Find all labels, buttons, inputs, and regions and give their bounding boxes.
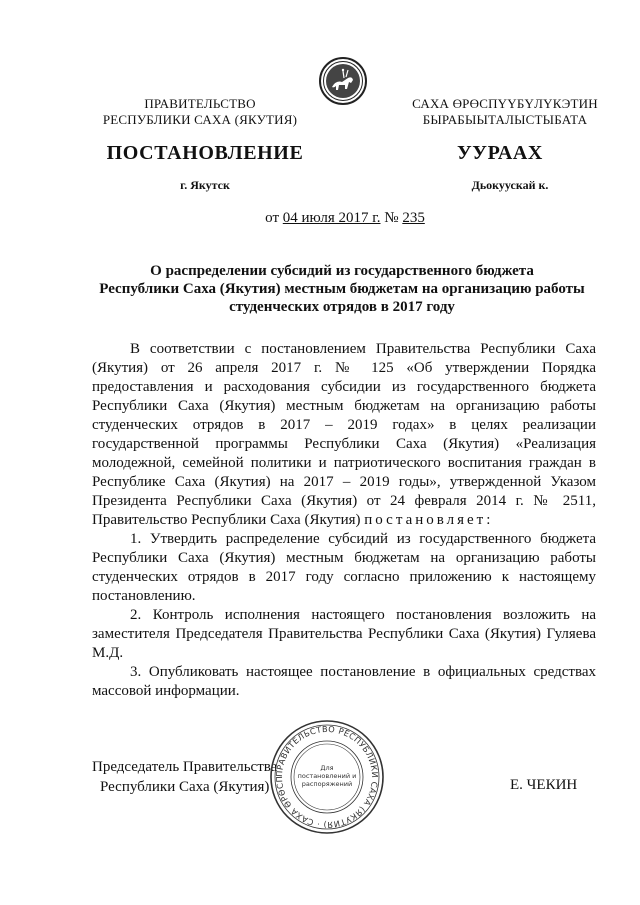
decree-word: постановляет: [364, 512, 494, 528]
item-1: 1. Утвердить распределение субсидий из государственного бюджета Республики Саха (Якутия) местным бюджетам на организацию работы студенческих отрядов в 2017 году согласно приложению к настоящему постановлению. [92, 531, 596, 604]
svg-text:Для: Для [320, 764, 334, 772]
position-line1: Председатель Правительства [92, 759, 278, 775]
header-left-org [90, 96, 310, 128]
title-line3: студенческих отрядов в 2017 году [229, 299, 455, 315]
position-line2: Республики Саха (Якутия) [100, 779, 270, 795]
header-right-line1: САХА ӨРӨСПҮҮБҮЛҮКЭТИН [412, 96, 598, 111]
date-prefix: от [265, 210, 280, 226]
document-date: 04 июля 2017 г. [282, 210, 381, 226]
title-line1: О распределении субсидий из государственного бюджета [150, 263, 534, 279]
svg-text:распоряжений: распоряжений [301, 780, 353, 788]
official-stamp-icon [268, 718, 386, 836]
header-right-org [390, 96, 620, 128]
republic-emblem-icon [318, 56, 368, 106]
signatory-position [92, 757, 277, 797]
svg-text:постановлений и: постановлений и [297, 772, 357, 780]
item-2: 2. Контроль исполнения настоящего постановления возложить на заместителя Председателя Правительства Республики Саха (Якутия) Гуляева М.Д. [92, 607, 596, 661]
date-number-line [150, 210, 540, 227]
doc-type-right: УУРААХ [457, 142, 543, 164]
city-right: Дьокуускай к. [471, 178, 549, 192]
item-3: 3. Опубликовать настоящее постановление в официальных средствах массовой информации. [92, 664, 596, 699]
document-number: 235 [402, 210, 425, 226]
header-left-line1: ПРАВИТЕЛЬСТВО [144, 96, 256, 111]
signatory-name: Е. ЧЕКИН [510, 777, 578, 793]
title-line2: Республики Саха (Якутия) местным бюджетам на организацию работы [99, 281, 585, 297]
header-left-line2: РЕСПУБЛИКИ САХА (ЯКУТИЯ) [102, 112, 298, 127]
doc-type-left: ПОСТАНОВЛЕНИЕ [106, 142, 304, 164]
preamble-paragraph [92, 340, 596, 530]
stamp-ring-text: ПРАВИТЕЛЬСТВО РЕСПУБЛИКИ САХА (ЯКУТИЯ) · САХА ӨРӨСП [273, 723, 381, 831]
document-body [92, 340, 596, 701]
header-right-line2: БЫРАБЫЫТАЛЫСТЫБАТА [422, 112, 588, 127]
number-sign: № [384, 210, 399, 226]
city-left: г. Якутск [180, 178, 230, 192]
document-title [90, 262, 594, 316]
preamble-text: В соответствии с постановлением Правительства Республики Саха (Якутия) от 26 апреля 2017 г. № 125 «Об утверждении Порядка предоставления и расходования субсидии из государственного бюджета Республики Саха (Якутия) местным бюджетам на организацию работы студенческих отрядов в 2017 – 2019 годах» в целях реализации государственной программы Республики Саха (Якутия) «Реализация молодежной, семейной политики и патриотического воспитания граждан в Республике Саха (Якутия) на 2017 – 2019 годы», утвержденной Указом Президента Республики Саха (Якутия) от 24 февраля 2014 г. № 2511, Правительство Республики Саха (Якутия) [92, 341, 596, 528]
